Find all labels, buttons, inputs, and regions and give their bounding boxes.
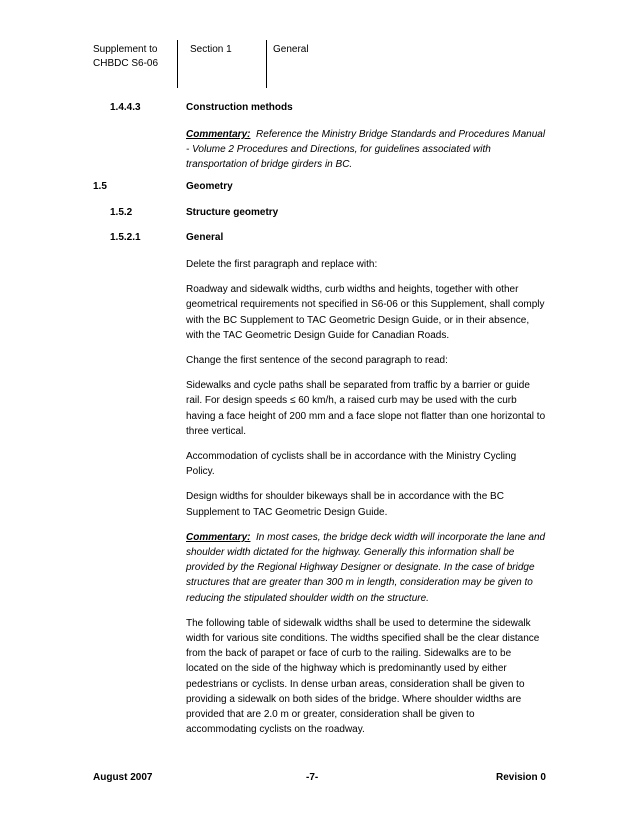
commentary-deck-width	[186, 530, 546, 606]
footer-date: August 2007	[93, 772, 153, 783]
section-title-general: General	[186, 232, 224, 243]
commentary-paragraph	[186, 127, 546, 173]
paragraph-change-first-sentence: Change the first sentence of the second paragraph to read:	[186, 355, 448, 367]
paragraph-sidewalk-table: The following table of sidewalk widths shall be used to determine the sidewalk width for various site conditions. The widths specified shall be the clear distance from the back of parapet or face of curb to the railing. Sidewalks are to be located on the side of the highway which is predominantly used by either pedestrians or cyclists. In dense urban areas, consideration shall be given to providing a sidewalk on both sides of the bridge. Where shoulder widths are provided that are 2.0 m or greater, consideration shall be given to accommodating cyclists on the roadway.	[186, 617, 540, 736]
footer-page-number: -7-	[306, 772, 319, 783]
section-title-structure-geometry: Structure geometry	[186, 207, 279, 218]
commentary-label: Commentary:	[186, 531, 251, 543]
paragraph-roadway-widths: Roadway and sidewalk widths, curb widths and heights, together with other geometrical requirements not specified in S6-06 or this Supplement, shall comply with the BC Supplement to TAC Geometric Design Guide, or in their absence, with the TAC Geometric Design Guide for Canadian Roads.	[186, 284, 545, 341]
paragraph-accommodation-cyclists: Accommodation of cyclists shall be in accordance with the Ministry Cycling Policy.	[186, 451, 517, 478]
section-number-1-5-2: 1.5.2	[110, 207, 133, 218]
paragraph-shoulder-bikeways: Design widths for shoulder bikeways shall be in accordance with the BC Supplement to TAC Geometric Design Guide.	[186, 491, 504, 518]
header-doc-title	[93, 43, 158, 71]
commentary-text: Reference the Ministry Bridge Standards and Procedures Manual - Volume 2 Procedures and Directions, for guidelines associated with transportation of bridge girders in BC.	[186, 129, 546, 171]
paragraph-sidewalks-cycle-paths: Sidewalks and cycle paths shall be separated from traffic by a barrier or guide rail. For design speeds ≤ 60 km/h, a raised curb may be used with the curb having a face height of 200 mm and a face slope not flatter than one horizontal to three vertical.	[186, 380, 546, 437]
section-body-general	[186, 257, 546, 747]
header-topic: General	[273, 44, 309, 55]
paragraph-delete-first: Delete the first paragraph and replace with:	[186, 259, 378, 270]
section-number-1-5-2-1: 1.5.2.1	[110, 232, 141, 243]
section-title-geometry: Geometry	[186, 181, 233, 192]
header-doc-line2: CHBDC S6-06	[93, 58, 159, 69]
section-number-1-5: 1.5	[93, 181, 107, 192]
header-section: Section 1	[190, 44, 232, 55]
commentary-text: In most cases, the bridge deck width will incorporate the lane and shoulder width dictated for the highway. Generally this information shall be provided by the Regional Highway Designer or designate. In the case of bridge structures that are greater than 300 m in length, consideration may be given to reducing the stipulated shoulder width on the structure.	[186, 531, 546, 604]
header-divider-2	[266, 40, 267, 88]
footer-revision: Revision 0	[495, 772, 546, 783]
commentary-label: Commentary:	[186, 129, 251, 140]
commentary-construction-methods	[186, 127, 546, 173]
section-number-1-4-4-3: 1.4.4.3	[110, 102, 141, 113]
section-title-construction-methods: Construction methods	[186, 102, 293, 113]
header-doc-line1: Supplement to	[93, 44, 158, 55]
header-divider-1	[177, 40, 178, 88]
